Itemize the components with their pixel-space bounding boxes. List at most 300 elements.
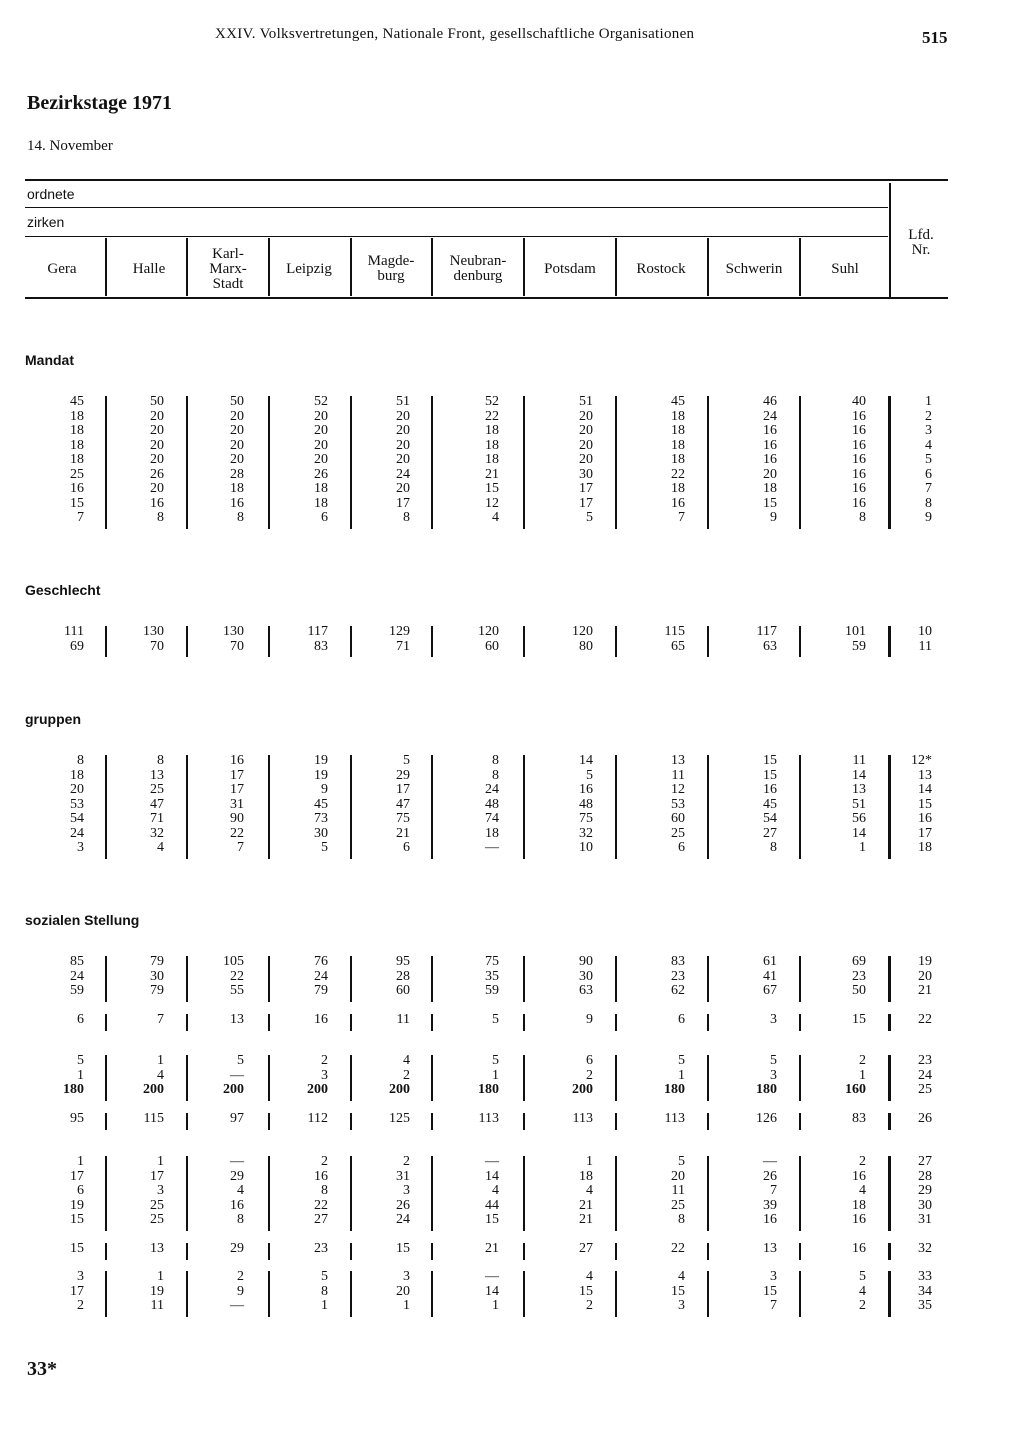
table-cell: 13 <box>230 1012 244 1027</box>
table-cell: 18 <box>852 1197 866 1213</box>
table-cell: 3 <box>157 1183 164 1198</box>
table-cell: 18 <box>314 495 328 511</box>
row-divider <box>523 956 525 1002</box>
row-divider <box>431 396 433 529</box>
table-cell: 1 <box>859 840 866 855</box>
table-cell: 17 <box>70 1283 84 1299</box>
table-cell: 32 <box>150 825 164 841</box>
table-cell: 13 <box>671 753 685 768</box>
table-cell: 75 <box>579 811 593 826</box>
row-number: 22 <box>918 1012 932 1027</box>
table-cell: 1 <box>492 1298 499 1313</box>
table-cell: 113 <box>664 1111 685 1126</box>
table-cell: 16 <box>671 495 685 511</box>
row-divider <box>523 1113 525 1130</box>
table-cell: 22 <box>230 825 244 841</box>
table-cell: 41 <box>763 968 777 984</box>
table-cell: 3 <box>77 840 84 855</box>
row-divider <box>268 1156 270 1231</box>
table-cell: 5 <box>403 753 410 768</box>
table-cell: 20 <box>671 1168 685 1184</box>
table-cell: 27 <box>579 1241 593 1256</box>
header-rule-low <box>25 236 888 237</box>
table-cell: 17 <box>579 481 593 496</box>
table-cell: 17 <box>230 767 244 783</box>
row-divider-lfd <box>888 1271 891 1317</box>
row-number: 28 <box>918 1168 932 1184</box>
table-cell: 2 <box>586 1298 593 1313</box>
table-cell: 16 <box>230 1197 244 1213</box>
table-cell: 30 <box>579 466 593 482</box>
table-cell: 67 <box>763 983 777 998</box>
table-cell: 20 <box>579 423 593 438</box>
table-cell: 79 <box>314 983 328 998</box>
table-cell: 5 <box>586 510 593 525</box>
table-cell: 15 <box>671 1283 685 1299</box>
table-cell: 4 <box>678 1269 685 1284</box>
table-cell: 15 <box>579 1283 593 1299</box>
table-cell: 28 <box>396 968 410 984</box>
table-cell: 90 <box>579 954 593 969</box>
row-divider <box>707 1243 709 1260</box>
table-cell: 3 <box>403 1183 410 1198</box>
table-cell: 20 <box>150 481 164 496</box>
table-cell: 8 <box>492 753 499 768</box>
row-divider <box>431 1055 433 1101</box>
page-title: Bezirkstage 1971 <box>27 92 172 114</box>
table-cell: 5 <box>678 1154 685 1169</box>
table-cell: — <box>230 1154 244 1169</box>
header-rule-bottom <box>25 297 948 299</box>
table-cell: 18 <box>314 481 328 496</box>
column-header: Schwerin <box>725 260 783 277</box>
table-cell: 45 <box>70 394 84 409</box>
table-cell: 11 <box>150 1298 164 1313</box>
row-divider <box>268 626 270 657</box>
table-cell: 16 <box>579 782 593 797</box>
table-cell: 22 <box>485 408 499 424</box>
table-cell: 27 <box>314 1212 328 1227</box>
table-cell: 200 <box>389 1082 410 1097</box>
table-cell: — <box>485 1269 499 1284</box>
table-cell: 51 <box>852 796 866 812</box>
row-number: 27 <box>918 1154 932 1169</box>
row-divider <box>523 1055 525 1101</box>
table-cell: 76 <box>314 954 328 969</box>
table-cell: 20 <box>396 408 410 424</box>
table-cell: 20 <box>579 408 593 424</box>
column-header: Leipzig <box>286 260 332 277</box>
row-divider <box>105 1055 107 1101</box>
row-divider <box>799 1014 801 1031</box>
table-cell: 14 <box>852 825 866 841</box>
row-divider <box>707 755 709 859</box>
row-divider <box>268 1113 270 1130</box>
table-cell: 3 <box>403 1269 410 1284</box>
row-number: 33 <box>918 1269 932 1284</box>
table-cell: 75 <box>485 954 499 969</box>
table-cell: 4 <box>492 510 499 525</box>
section-title-geschlecht: Geschlecht <box>25 582 101 598</box>
table-cell: 71 <box>396 638 410 654</box>
row-number: 7 <box>925 481 932 496</box>
row-divider-lfd <box>888 1113 891 1130</box>
table-cell: 2 <box>403 1154 410 1169</box>
table-cell: 2 <box>321 1053 328 1068</box>
table-cell: 83 <box>314 638 328 654</box>
table-cell: 4 <box>157 840 164 855</box>
table-cell: 74 <box>485 811 499 826</box>
table-cell: 129 <box>389 624 410 639</box>
table-cell: 24 <box>396 1212 410 1227</box>
row-number: 6 <box>925 466 932 482</box>
table-cell: 52 <box>485 394 499 409</box>
table-cell: — <box>485 1154 499 1169</box>
table-cell: 53 <box>70 796 84 812</box>
table-cell: 17 <box>396 495 410 511</box>
table-cell: 1 <box>678 1067 685 1083</box>
table-cell: 30 <box>579 968 593 984</box>
table-cell: 26 <box>763 1168 777 1184</box>
table-cell: 20 <box>150 408 164 424</box>
table-cell: 11 <box>852 753 866 768</box>
row-divider <box>186 626 188 657</box>
table-cell: 25 <box>150 782 164 797</box>
table-cell: 7 <box>770 1298 777 1313</box>
table-cell: 8 <box>237 1212 244 1227</box>
table-cell: 3 <box>77 1269 84 1284</box>
table-cell: 21 <box>579 1197 593 1213</box>
column-header: Magde- burg <box>367 253 415 284</box>
row-number: 35 <box>918 1298 932 1313</box>
table-cell: 1 <box>157 1154 164 1169</box>
row-divider <box>350 1156 352 1231</box>
row-divider-lfd <box>888 755 891 859</box>
table-cell: 70 <box>230 638 244 654</box>
table-cell: 3 <box>678 1298 685 1313</box>
table-cell: 200 <box>572 1082 593 1097</box>
table-cell: 15 <box>70 495 84 511</box>
row-divider <box>799 1271 801 1317</box>
header-row-label: zirken <box>27 214 65 230</box>
table-cell: 79 <box>150 983 164 998</box>
table-cell: 10 <box>579 840 593 855</box>
table-cell: 60 <box>485 638 499 654</box>
table-cell: 1 <box>403 1298 410 1313</box>
row-divider <box>707 956 709 1002</box>
table-cell: 8 <box>237 510 244 525</box>
header-row-label: ordnete <box>27 186 75 202</box>
table-cell: 18 <box>70 408 84 424</box>
table-cell: 20 <box>314 408 328 424</box>
row-divider <box>707 396 709 529</box>
row-divider <box>105 1271 107 1317</box>
table-cell: 8 <box>77 753 84 768</box>
row-divider <box>431 755 433 859</box>
table-cell: 200 <box>223 1082 244 1097</box>
row-divider <box>615 626 617 657</box>
row-divider <box>268 755 270 859</box>
table-cell: 1 <box>157 1053 164 1068</box>
table-cell: 22 <box>671 1241 685 1256</box>
row-divider <box>799 626 801 657</box>
table-cell: 20 <box>579 437 593 453</box>
table-cell: 50 <box>852 983 866 998</box>
table-cell: 5 <box>678 1053 685 1068</box>
table-cell: 14 <box>485 1168 499 1184</box>
table-cell: 71 <box>150 811 164 826</box>
table-cell: 59 <box>485 983 499 998</box>
table-cell: 45 <box>671 394 685 409</box>
table-cell: 15 <box>852 1012 866 1027</box>
row-divider <box>350 396 352 529</box>
table-cell: 19 <box>314 753 328 768</box>
table-cell: 83 <box>671 954 685 969</box>
table-cell: 97 <box>230 1111 244 1126</box>
table-cell: 20 <box>396 437 410 453</box>
table-cell: 120 <box>572 624 593 639</box>
table-cell: 2 <box>403 1067 410 1083</box>
table-cell: 18 <box>70 423 84 438</box>
row-divider-lfd <box>888 1055 891 1101</box>
table-cell: 50 <box>230 394 244 409</box>
row-divider <box>615 1113 617 1130</box>
table-cell: 5 <box>770 1053 777 1068</box>
row-divider <box>105 1156 107 1231</box>
row-divider <box>615 1156 617 1231</box>
table-cell: 5 <box>237 1053 244 1068</box>
table-cell: 17 <box>230 782 244 797</box>
table-cell: 63 <box>579 983 593 998</box>
table-cell: 2 <box>77 1298 84 1313</box>
row-divider <box>431 1014 433 1031</box>
table-cell: 1 <box>586 1154 593 1169</box>
table-cell: 18 <box>671 452 685 467</box>
row-divider <box>105 956 107 1002</box>
table-cell: 16 <box>314 1168 328 1184</box>
table-cell: 18 <box>579 1168 593 1184</box>
table-cell: 16 <box>852 1241 866 1256</box>
table-cell: 9 <box>586 1012 593 1027</box>
table-cell: 180 <box>478 1082 499 1097</box>
row-divider <box>186 755 188 859</box>
table-cell: 16 <box>230 753 244 768</box>
table-cell: 18 <box>671 481 685 496</box>
table-cell: 22 <box>230 968 244 984</box>
row-divider <box>186 1113 188 1130</box>
table-cell: 200 <box>143 1082 164 1097</box>
row-divider-lfd <box>888 1014 891 1031</box>
section-title-gruppen: gruppen <box>25 711 81 727</box>
table-cell: 18 <box>70 767 84 783</box>
table-cell: — <box>485 840 499 855</box>
row-divider <box>707 1271 709 1317</box>
table-cell: 9 <box>321 782 328 797</box>
table-cell: 25 <box>150 1197 164 1213</box>
table-cell: 15 <box>763 1283 777 1299</box>
table-cell: 25 <box>150 1212 164 1227</box>
row-number: 11 <box>918 638 932 654</box>
row-divider-lfd <box>888 956 891 1002</box>
page-number: 515 <box>922 28 948 47</box>
column-header: Karl- Marx- Stadt <box>209 245 247 292</box>
table-cell: 20 <box>230 423 244 438</box>
table-cell: 30 <box>314 825 328 841</box>
table-cell: 14 <box>485 1283 499 1299</box>
running-title: XXIV. Volksvertretungen, Nationale Front, gesellschaftliche Organisationen <box>215 26 695 42</box>
table-cell: 48 <box>579 796 593 812</box>
row-divider-lfd <box>888 396 891 529</box>
table-cell: 24 <box>396 466 410 482</box>
table-cell: 31 <box>230 796 244 812</box>
row-number: 8 <box>925 495 932 511</box>
row-divider <box>799 1113 801 1130</box>
row-divider <box>350 626 352 657</box>
table-cell: 51 <box>396 394 410 409</box>
column-header: Neubran- denburg <box>449 253 507 284</box>
row-divider <box>707 1156 709 1231</box>
row-divider <box>268 1055 270 1101</box>
table-cell: 2 <box>237 1269 244 1284</box>
table-cell: 19 <box>70 1197 84 1213</box>
row-divider <box>707 1055 709 1101</box>
table-cell: 32 <box>579 825 593 841</box>
table-cell: 29 <box>230 1241 244 1256</box>
table-cell: 28 <box>230 466 244 482</box>
table-cell: 23 <box>852 968 866 984</box>
header-rule-top <box>25 179 948 181</box>
table-cell: 20 <box>396 452 410 467</box>
table-cell: 20 <box>763 466 777 482</box>
table-cell: 13 <box>763 1241 777 1256</box>
table-cell: 5 <box>586 767 593 783</box>
column-header: Halle <box>132 260 166 277</box>
row-divider <box>268 1271 270 1317</box>
table-cell: 17 <box>579 495 593 511</box>
row-number: 15 <box>918 796 932 812</box>
row-divider <box>523 626 525 657</box>
table-cell: 101 <box>845 624 866 639</box>
row-divider <box>268 956 270 1002</box>
page-subtitle: 14. November <box>27 138 113 154</box>
table-cell: 15 <box>763 767 777 783</box>
row-number: 13 <box>918 767 932 783</box>
table-cell: 45 <box>314 796 328 812</box>
table-cell: 160 <box>845 1082 866 1097</box>
table-cell: 15 <box>396 1241 410 1256</box>
table-cell: 112 <box>307 1111 328 1126</box>
row-number: 18 <box>918 840 932 855</box>
table-cell: 12 <box>671 782 685 797</box>
row-divider <box>615 1271 617 1317</box>
table-cell: 54 <box>763 811 777 826</box>
table-cell: 16 <box>150 495 164 511</box>
table-cell: 16 <box>852 481 866 496</box>
table-cell: 24 <box>763 408 777 424</box>
row-divider <box>707 626 709 657</box>
table-cell: 8 <box>492 767 499 783</box>
table-cell: 24 <box>70 968 84 984</box>
column-header-lfd: Lfd. Nr. <box>908 227 934 258</box>
table-cell: 18 <box>230 481 244 496</box>
table-cell: 15 <box>485 1212 499 1227</box>
table-cell: 120 <box>478 624 499 639</box>
table-cell: 25 <box>671 825 685 841</box>
table-cell: 14 <box>579 753 593 768</box>
table-cell: 20 <box>70 782 84 797</box>
table-cell: 3 <box>770 1269 777 1284</box>
row-divider <box>186 1271 188 1317</box>
row-divider <box>615 1243 617 1260</box>
table-cell: 24 <box>485 782 499 797</box>
table-cell: 180 <box>664 1082 685 1097</box>
row-number: 19 <box>918 954 932 969</box>
table-cell: 130 <box>143 624 164 639</box>
table-cell: 48 <box>485 796 499 812</box>
table-cell: 62 <box>671 983 685 998</box>
table-cell: 8 <box>678 1212 685 1227</box>
table-cell: 20 <box>150 423 164 438</box>
row-divider <box>186 1156 188 1231</box>
table-cell: 16 <box>763 437 777 453</box>
table-cell: 13 <box>852 782 866 797</box>
table-cell: 16 <box>852 452 866 467</box>
column-header: Suhl <box>831 260 859 277</box>
table-cell: 16 <box>852 423 866 438</box>
table-cell: 7 <box>770 1183 777 1198</box>
table-cell: 8 <box>770 840 777 855</box>
table-cell: 63 <box>763 638 777 654</box>
table-cell: 5 <box>321 840 328 855</box>
table-cell: 50 <box>150 394 164 409</box>
row-number: 2 <box>925 408 932 424</box>
table-cell: 16 <box>314 1012 328 1027</box>
row-divider <box>350 1014 352 1031</box>
row-number: 25 <box>918 1082 932 1097</box>
table-cell: 6 <box>77 1012 84 1027</box>
table-cell: 69 <box>70 638 84 654</box>
table-cell: 83 <box>852 1111 866 1126</box>
table-cell: 4 <box>859 1283 866 1299</box>
row-divider-lfd <box>888 1156 891 1231</box>
table-cell: 16 <box>763 452 777 467</box>
table-cell: 15 <box>70 1241 84 1256</box>
table-cell: 54 <box>70 811 84 826</box>
row-divider-lfd <box>888 1243 891 1260</box>
table-cell: 21 <box>485 466 499 482</box>
table-cell: 95 <box>396 954 410 969</box>
table-cell: 20 <box>314 423 328 438</box>
row-divider <box>523 1243 525 1260</box>
row-divider <box>350 1055 352 1101</box>
table-cell: 17 <box>70 1168 84 1184</box>
row-divider <box>523 396 525 529</box>
table-cell: 21 <box>485 1241 499 1256</box>
row-divider <box>799 1055 801 1101</box>
table-cell: 7 <box>157 1012 164 1027</box>
table-cell: 20 <box>150 452 164 467</box>
table-cell: 46 <box>763 394 777 409</box>
header-rule-mid <box>25 207 888 208</box>
row-divider <box>707 1113 709 1130</box>
row-divider <box>350 1243 352 1260</box>
table-cell: 20 <box>230 437 244 453</box>
row-divider <box>799 396 801 529</box>
table-cell: 56 <box>852 811 866 826</box>
row-divider <box>799 1156 801 1231</box>
table-cell: 2 <box>859 1154 866 1169</box>
table-cell: 1 <box>859 1067 866 1083</box>
